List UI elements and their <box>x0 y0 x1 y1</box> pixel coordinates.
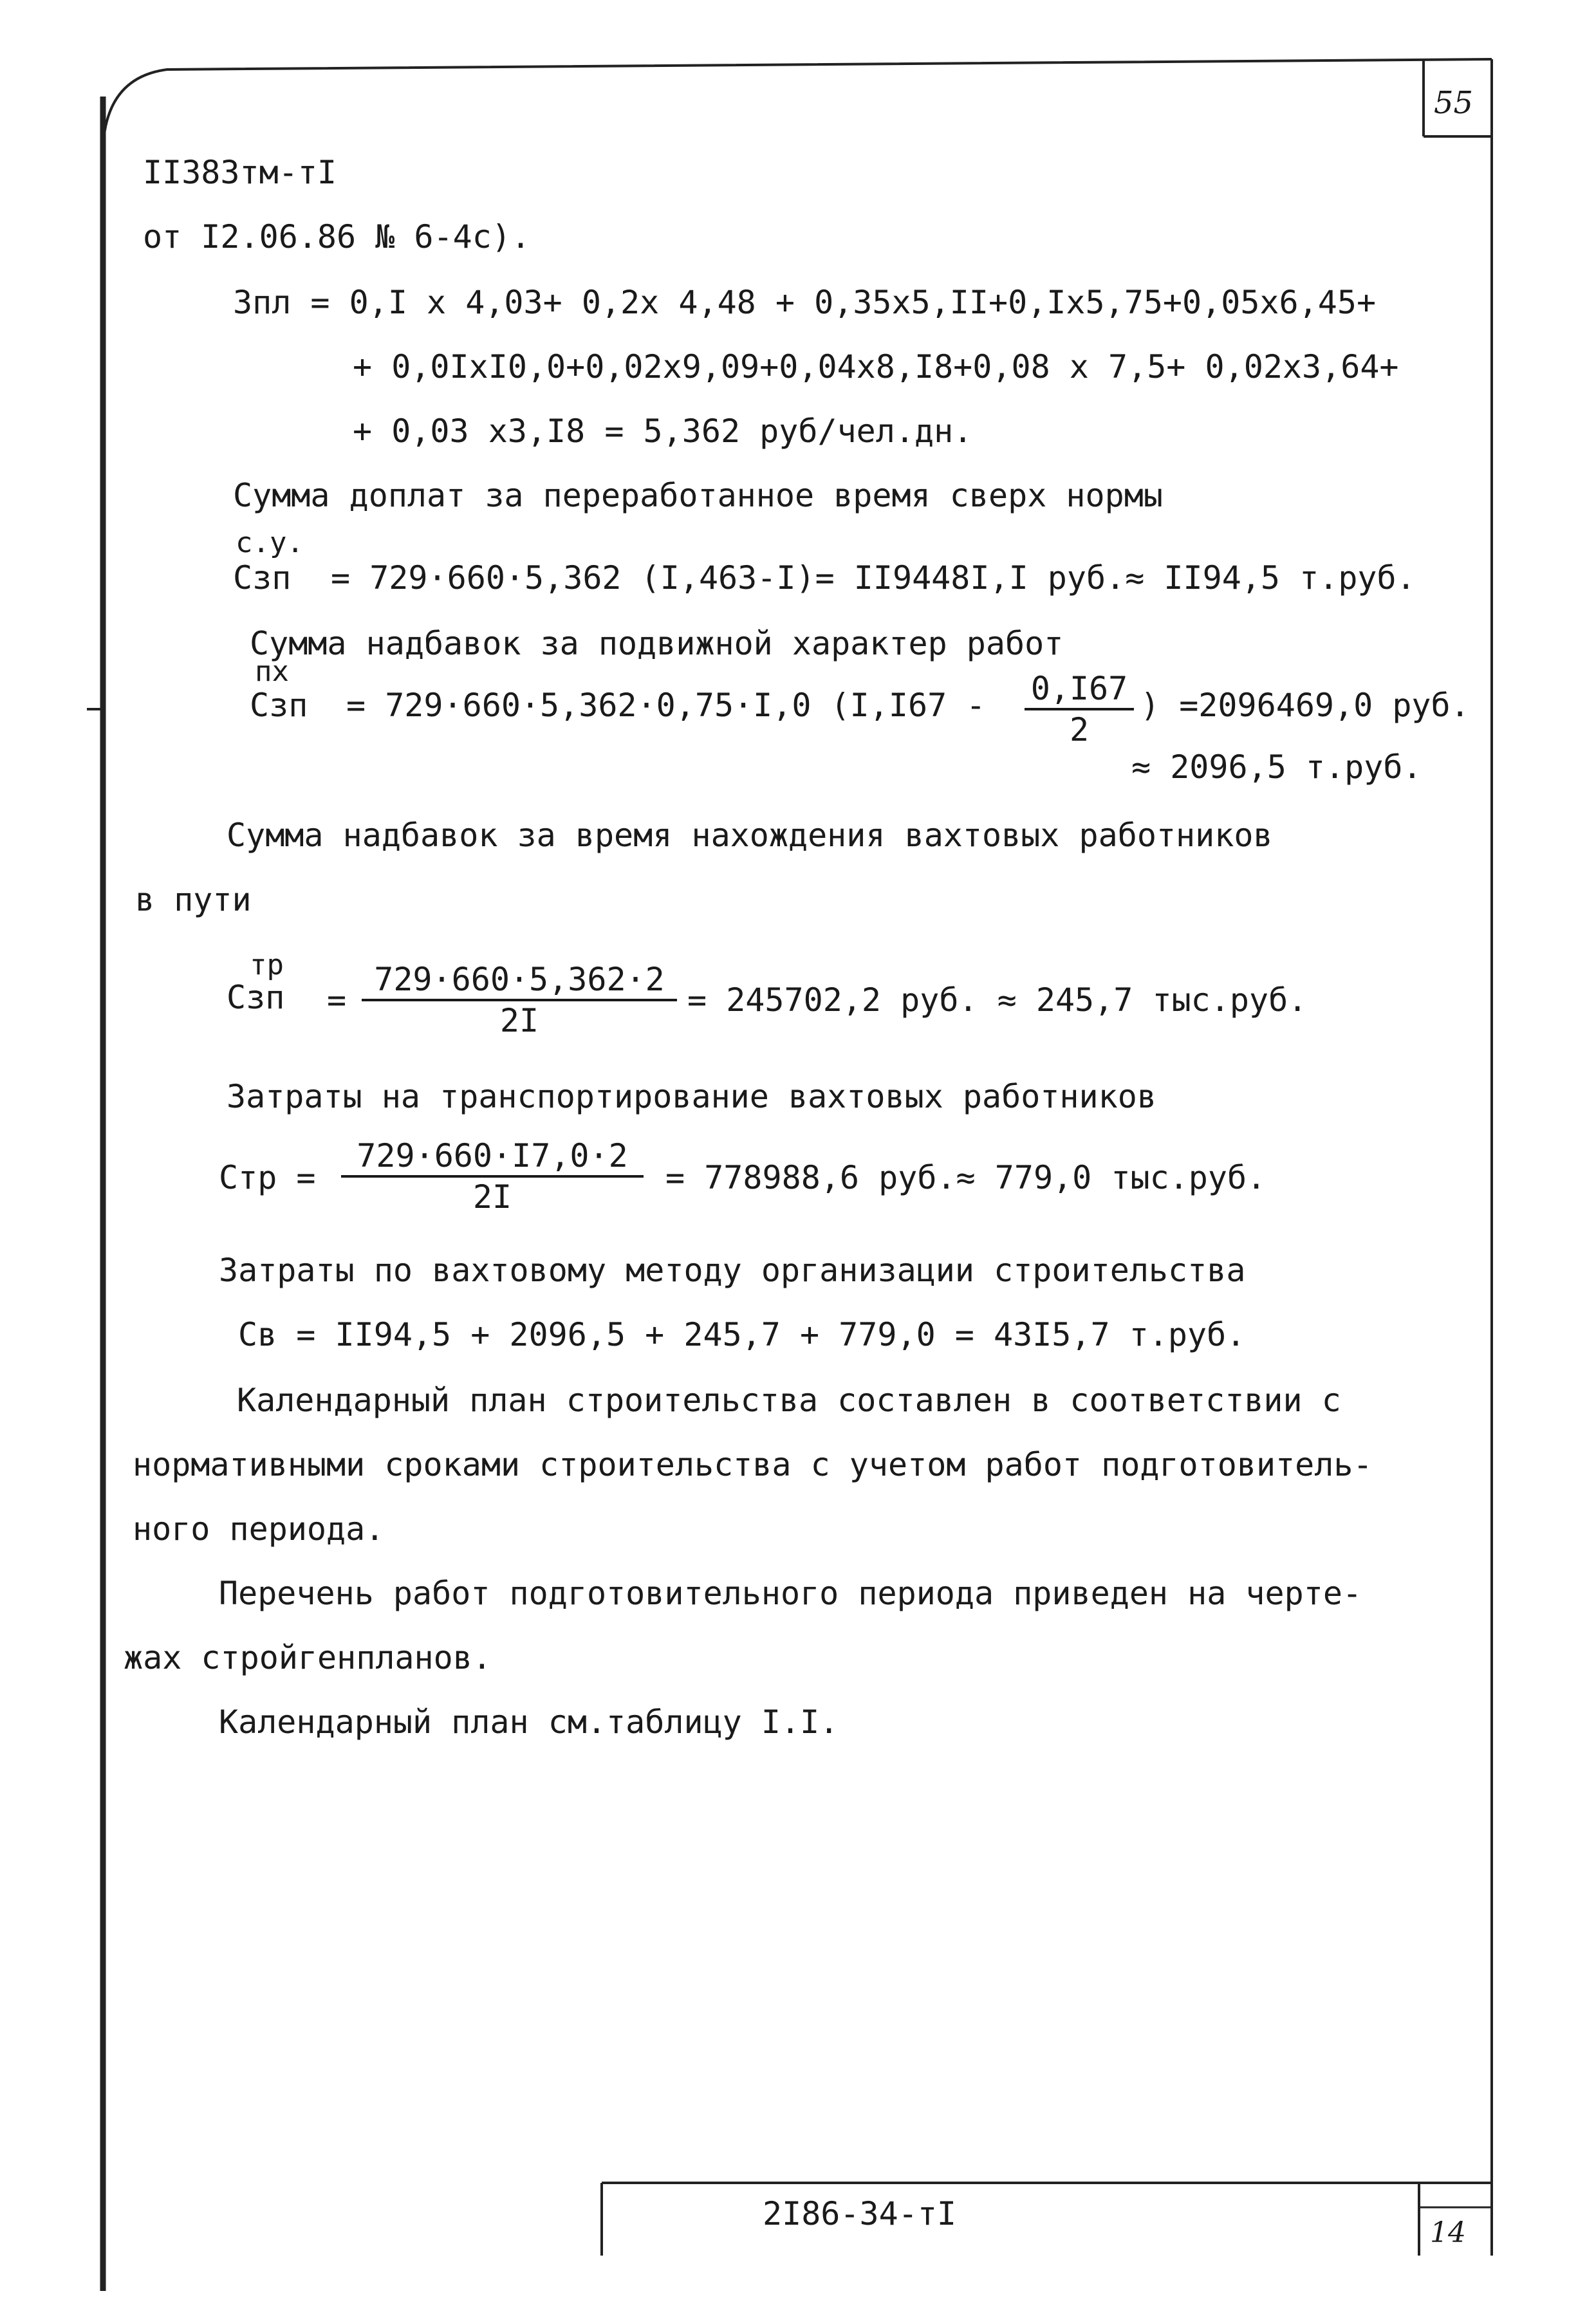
mobile-symbol: Сзп <box>250 687 308 724</box>
paragraph-2-line-2: жах стройгенпланов. <box>124 1639 492 1676</box>
transport-fraction-numerator: 729·660·I7,0·2 <box>341 1136 644 1178</box>
transport-result: = 778988,6 руб.≈ 779,0 тыс.руб. <box>665 1159 1267 1196</box>
mobile-fraction-numerator: 0,I67 <box>1025 669 1134 710</box>
mobile-superscript: пх <box>255 655 289 688</box>
transport-fraction <box>341 1136 644 1216</box>
shift-expression: Св = II94,5 + 2096,5 + 245,7 + 779,0 = 43I5,7 т.руб. <box>238 1316 1246 1353</box>
travel-fraction <box>362 960 677 1040</box>
paragraph-1-line-2: нормативными сроками строительства с учетом работ подготовитель- <box>133 1446 1373 1483</box>
overtime-heading: Сумма доплат за переработанное время сверх нормы <box>233 477 1163 514</box>
paragraph-3-line-1: Календарный план см.таблицу I.I. <box>219 1703 839 1741</box>
overtime-expression: = 729·660·5,362 (I,463-I)= II9448I,I руб.≈ II94,5 т.руб. <box>331 559 1416 597</box>
top-border-line <box>103 59 1492 148</box>
paragraph-2-line-1: Перечень работ подготовительного периода приведен на черте- <box>219 1575 1362 1612</box>
date-reference: от I2.06.86 № 6-4с). <box>143 218 531 255</box>
overtime-symbol: Сзп <box>233 559 292 597</box>
shift-heading: Затраты по вахтовому методу организации строительства <box>219 1252 1246 1289</box>
footer-document-code: 2I86-34-тI <box>763 2195 957 2232</box>
travel-symbol: Сзп <box>227 979 285 1016</box>
mobile-heading: Сумма надбавок за подвижной характер работ <box>250 625 1064 662</box>
page-number: 55 <box>1434 85 1474 121</box>
transport-fraction-denominator: 2I <box>472 1178 512 1216</box>
mobile-approx: ≈ 2096,5 т.руб. <box>1131 748 1422 786</box>
travel-equals: = <box>327 981 347 1019</box>
zpl-formula-line-2: + 0,0IхI0,0+0,02х9,09+0,04х8,I8+0,08 х 7,5+ 0,02х3,64+ <box>353 348 1399 385</box>
transport-symbol: Стр = <box>219 1159 316 1196</box>
paragraph-1-line-1: Календарный план строительства составлен в соответствии с <box>237 1382 1341 1419</box>
travel-heading-line-1: Сумма надбавок за время нахождения вахтовых работников <box>227 817 1273 854</box>
paragraph-1-line-3: ного периода. <box>133 1510 385 1548</box>
document-reference: II383тм-тI <box>143 154 337 191</box>
mobile-fraction-denominator: 2 <box>1069 711 1090 748</box>
travel-fraction-numerator: 729·660·5,362·2 <box>362 960 677 1001</box>
zpl-formula-line-1: Зпл = 0,I х 4,03+ 0,2х 4,48 + 0,35х5,II+0,Iх5,75+0,05х6,45+ <box>233 284 1377 321</box>
travel-heading-line-2: в пути <box>135 881 252 918</box>
mobile-fraction <box>1025 669 1134 749</box>
footer-sheet-number: 14 <box>1430 2216 1466 2249</box>
mobile-result: ) =2096469,0 руб. <box>1140 687 1470 724</box>
mobile-expression: = 729·660·5,362·0,75·I,0 (I,I67 - <box>346 687 986 724</box>
zpl-formula-line-3: + 0,03 х3,I8 = 5,362 руб/чел.дн. <box>353 413 973 450</box>
travel-fraction-denominator: 2I <box>499 1002 539 1039</box>
travel-superscript: тр <box>250 949 284 981</box>
overtime-superscript: с.у. <box>236 526 304 559</box>
travel-result: = 245702,2 руб. ≈ 245,7 тыс.руб. <box>687 981 1308 1019</box>
transport-heading: Затраты на транспортирование вахтовых работников <box>227 1078 1156 1115</box>
